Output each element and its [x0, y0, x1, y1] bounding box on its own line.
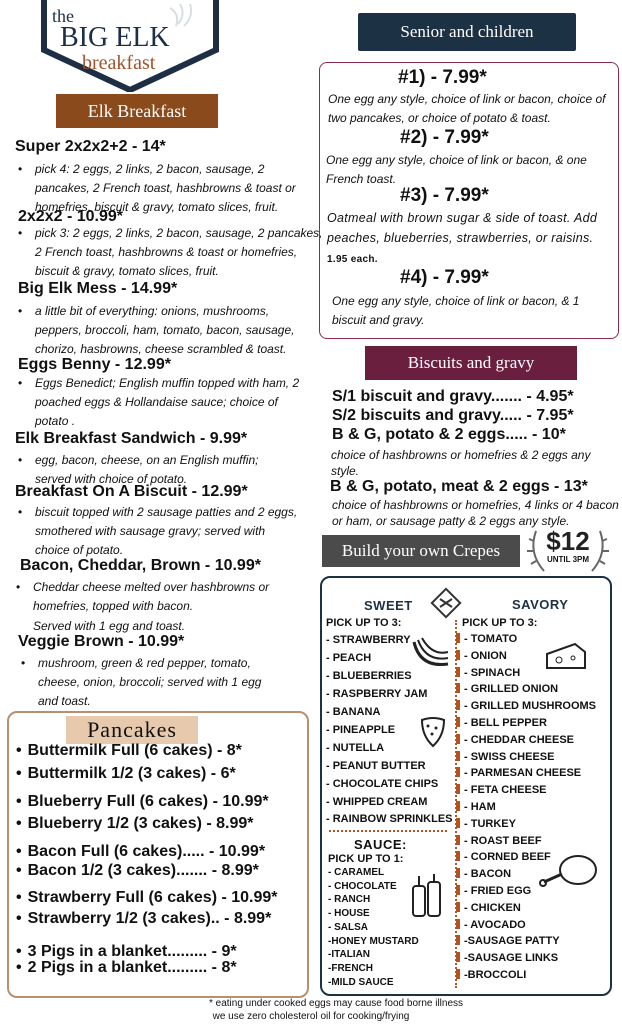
- pancake-label: Bacon 1/2 (3 cakes)....... - 8.99*: [27, 862, 259, 879]
- item-marker: [456, 650, 460, 660]
- item-marker: [456, 734, 460, 744]
- footer-disclaimer: * eating under cooked eggs may cause food borne illness: [208, 998, 464, 1009]
- biscuit-item: S/1 biscuit and gravy....... - 4.95*: [332, 388, 574, 405]
- item-title: Elk Breakfast Sandwich - 9.99*: [15, 430, 248, 447]
- item-label: - SPINACH: [464, 666, 521, 679]
- bullet: •: [16, 765, 22, 782]
- pancake-label: Buttermilk 1/2 (3 cakes) - 6*: [27, 765, 236, 782]
- item-label: - CHOCOLATE: [328, 880, 397, 892]
- item-marker: [456, 835, 460, 845]
- bullet: •: [16, 843, 22, 860]
- savory-item: [456, 969, 526, 981]
- sauce-heading: SAUCE:: [354, 837, 407, 852]
- big-elk-logo: [40, 0, 220, 92]
- item-title: Breakfast On A Biscuit - 12.99*: [15, 483, 248, 500]
- biscuit-item: B & G, potato & 2 eggs..... - 10*: [332, 426, 566, 443]
- pancake-label: Blueberry Full (6 cakes) - 10.99*: [27, 793, 269, 810]
- crepes-heading: Build your own Crepes: [322, 535, 520, 567]
- item-label: -MILD SAUCE: [328, 976, 394, 988]
- ham-leg-icon: [538, 852, 600, 890]
- banana-icon: [408, 632, 452, 676]
- item-marker: [456, 667, 460, 677]
- sweet-item: [326, 742, 384, 754]
- biscuit-item: S/2 biscuits and gravy..... - 7.95*: [332, 407, 574, 424]
- item-label: - BACON: [464, 868, 512, 881]
- sauce-item: [328, 894, 370, 905]
- item-label: - FETA CHEESE: [464, 784, 547, 797]
- sweet-pick: PICK UP TO 3:: [326, 617, 402, 629]
- item-label: -SAUSAGE LINKS: [464, 952, 559, 965]
- sweet-item: [326, 796, 427, 808]
- item-label: - STRAWBERRY: [326, 634, 411, 646]
- item-label: - ROAST BEEF: [464, 834, 542, 847]
- item-label: - AVOCADO: [464, 918, 526, 931]
- footer-oil-note: we use zero cholesterol oil for cooking/frying: [212, 1011, 410, 1022]
- item-desc: • pick 4: 2 eggs, 2 links, 2 bacon, sausage, 2 pancakes, 2 French toast, hashbrowns & toast or homefries, biscuit & gravy, tomato slices, fruit.: [18, 162, 296, 214]
- cheese-icon: [545, 642, 587, 672]
- bullet: •: [16, 815, 22, 832]
- item-marker: [456, 885, 460, 895]
- item-title: Bacon, Cheddar, Brown - 10.99*: [20, 557, 261, 574]
- item-marker: [456, 935, 460, 945]
- savory-item: [456, 919, 526, 931]
- item-desc: • pick 3: 2 eggs, 2 links, 2 bacon, sausage, 2 pancakes, 2 French toast, hashbrowns & toast or homefries, biscuit & gravy, tomato slices, fruit.: [18, 226, 323, 278]
- senior-item-title: #4) - 7.99*: [400, 267, 489, 288]
- savory-item: [456, 885, 531, 897]
- sweet-item: [326, 670, 412, 682]
- item-title: 2x2x2 - 10.99*: [18, 208, 123, 225]
- pancake-item: [16, 815, 254, 833]
- item-title: Big Elk Mess - 14.99*: [18, 280, 178, 297]
- item-label: - GRILLED ONION: [464, 683, 559, 696]
- item-label: - RANCH: [328, 894, 371, 906]
- savory-item: [456, 667, 520, 679]
- bullet: •: [16, 959, 22, 976]
- item-label: - TURKEY: [464, 817, 516, 830]
- item-title: Eggs Benny - 12.99*: [18, 356, 171, 373]
- savory-item: [456, 868, 511, 880]
- savory-item: [456, 633, 517, 645]
- item-label: - RAINBOW SPRINKLES: [326, 813, 453, 825]
- pancake-label: 2 Pigs in a blanket......... - 8*: [27, 959, 237, 976]
- pancake-label: Bacon Full (6 cakes)..... - 10.99*: [27, 843, 266, 860]
- savory-item: [456, 650, 507, 662]
- pancake-item: [16, 959, 237, 977]
- item-desc: • biscuit topped with 2 sausage patties and 2 eggs, smothered with sausage gravy; served with choice of potato.: [18, 505, 298, 557]
- sauce-item: [328, 908, 370, 919]
- item-marker: [456, 700, 460, 710]
- item-marker: [456, 818, 460, 828]
- item-label: - PEANUT BUTTER: [326, 760, 426, 772]
- item-marker: [456, 952, 460, 962]
- item-label: - CORNED BEEF: [464, 851, 551, 864]
- crepe-diamond-icon: [428, 585, 464, 621]
- senior-item-desc: One egg any style, choice of link or bacon, choice of two pancakes, or choice of potato & toast.: [328, 92, 606, 125]
- savory-item: [456, 935, 560, 947]
- savory-item: [456, 751, 554, 763]
- item-title: Veggie Brown - 10.99*: [18, 633, 185, 650]
- savory-item: [456, 851, 551, 863]
- bullet: •: [16, 943, 22, 960]
- bullet: •: [16, 910, 22, 927]
- item-label: - HOUSE: [328, 908, 370, 920]
- pancake-label: Strawberry Full (6 cakes) - 10.99*: [27, 889, 278, 906]
- senior-item-desc: Oatmeal with brown sugar & side of toast. Add peaches, blueberries, strawberries, or raisins. 1.95 each.: [327, 211, 598, 265]
- pancake-item: [16, 765, 236, 783]
- senior-item-title: #1) - 7.99*: [398, 67, 487, 88]
- item-label: - PINEAPPLE: [326, 724, 396, 736]
- item-label: - CHOCOLATE CHIPS: [326, 778, 439, 790]
- pancake-item: [16, 843, 265, 861]
- crepe-until: UNTIL 3PM: [546, 555, 590, 564]
- pancake-item: [16, 793, 269, 811]
- item-label: - CHICKEN: [464, 901, 521, 914]
- item-label: - BELL PEPPER: [464, 717, 547, 729]
- item-marker: [456, 751, 460, 761]
- item-label: - NUTELLA: [326, 742, 385, 754]
- savory-item: [456, 818, 516, 830]
- senior-item-desc: One egg any style, choice of link or bacon, & 1 biscuit and gravy.: [332, 294, 580, 327]
- item-label: -BROCCOLI: [464, 969, 527, 981]
- pancake-item: [16, 889, 278, 907]
- item-label: - FRIED EGG: [464, 885, 532, 897]
- strawberry-icon: [418, 712, 448, 748]
- sweet-item: [326, 813, 453, 825]
- item-label: - TOMATO: [464, 633, 518, 645]
- item-label: -HONEY MUSTARD: [328, 935, 419, 947]
- pancake-label: Strawberry 1/2 (3 cakes).. - 8.99*: [27, 910, 272, 927]
- sauce-pick: PICK UP TO 1:: [328, 853, 404, 865]
- pancake-item: [16, 910, 271, 928]
- item-marker: [456, 633, 460, 643]
- item-marker: [456, 919, 460, 929]
- item-label: - ONION: [464, 649, 507, 662]
- sweet-item: [326, 760, 426, 772]
- savory-item: [456, 683, 558, 695]
- sweet-heading: SWEET: [364, 598, 413, 613]
- sauce-divider: [329, 830, 447, 832]
- savory-item: [456, 835, 542, 847]
- item-marker: [456, 801, 460, 811]
- sauce-item: [328, 867, 384, 878]
- pancakes-heading: Pancakes: [66, 716, 198, 744]
- sauce-bottles-icon: [410, 872, 444, 918]
- sweet-item: [326, 634, 411, 646]
- pancake-item: [16, 742, 242, 760]
- sauce-item: [328, 949, 370, 960]
- sauce-item: [328, 881, 397, 892]
- sauce-item: [328, 922, 368, 933]
- bullet: •: [16, 889, 22, 906]
- bullet: •: [16, 862, 22, 879]
- item-label: - PARMESAN CHEESE: [464, 767, 582, 780]
- elk-breakfast-heading: Elk Breakfast: [56, 94, 218, 128]
- biscuit-item: B & G, potato, meat & 2 eggs - 13*: [330, 478, 588, 495]
- item-label: - RASPBERRY JAM: [326, 688, 428, 700]
- item-desc: • egg, bacon, cheese, on an English muffin; served with choice of potato.: [18, 453, 259, 486]
- senior-item-title: #2) - 7.99*: [400, 127, 489, 148]
- item-marker: [456, 868, 460, 878]
- savory-item: [456, 700, 596, 712]
- item-label: - BLUEBERRIES: [326, 670, 412, 682]
- senior-item-desc: One egg any style, choice of link or bacon, & one French toast.: [326, 153, 587, 186]
- biscuit-note: choice of hashbrowns or homefries & 2 eggs any style.: [331, 448, 591, 478]
- sweet-item: [326, 688, 427, 700]
- crepe-price: $12: [546, 526, 590, 556]
- senior-children-heading: Senior and children: [358, 13, 576, 51]
- item-label: - CHEDDAR CHEESE: [464, 733, 575, 746]
- item-label: - CARAMEL: [328, 867, 385, 878]
- item-label: - HAM: [464, 801, 496, 813]
- item-label: -FRENCH: [328, 962, 373, 974]
- savory-heading: SAVORY: [512, 597, 569, 612]
- item-marker: [456, 683, 460, 693]
- biscuits-gravy-heading: Biscuits and gravy: [365, 346, 577, 380]
- item-label: -ITALIAN: [328, 949, 371, 961]
- item-marker: [456, 969, 460, 979]
- item-label: - SWISS CHEESE: [464, 750, 555, 763]
- item-label: -SAUSAGE PATTY: [464, 935, 560, 948]
- sweet-item: [326, 724, 395, 736]
- item-marker: [456, 784, 460, 794]
- item-title: Super 2x2x2+2 - 14*: [15, 138, 166, 155]
- pancake-label: Buttermilk Full (6 cakes) - 8*: [27, 742, 242, 759]
- logo-breakfast: breakfast: [82, 52, 156, 74]
- sauce-item: [328, 936, 419, 947]
- item-desc: • a little bit of everything: onions, mushrooms, peppers, broccoli, ham, tomato, bacon, sausage, chorizo, hasbrowns, cheese scrambled & toast.: [18, 304, 295, 356]
- savory-item: [456, 767, 581, 779]
- sweet-item: [326, 778, 438, 790]
- pancake-label: 3 Pigs in a blanket......... - 9*: [27, 943, 237, 960]
- item-desc: • Eggs Benedict; English muffin topped with ham, 2 poached eggs & Hollandaise sauce; choice of potato .: [18, 376, 300, 428]
- sauce-item: [328, 977, 394, 988]
- sweet-item: [326, 706, 380, 718]
- item-label: - PEACH: [326, 652, 372, 664]
- item-marker: [456, 851, 460, 861]
- pancake-item: [16, 862, 259, 880]
- item-desc: • mushroom, green & red pepper, tomato, cheese, onion, broccoli; served with 1 egg and toast.: [21, 656, 262, 708]
- savory-item: [456, 952, 558, 964]
- savory-item: [456, 784, 547, 796]
- savory-item: [456, 902, 521, 914]
- biscuit-note: choice of hashbrowns or homefries, 4 links or 4 bacon or ham, or sausage patty & 2 eggs any style.: [332, 498, 619, 528]
- item-label: - GRILLED MUSHROOMS: [464, 700, 596, 713]
- savory-pick: PICK UP TO 3:: [462, 617, 538, 629]
- item-marker: [456, 767, 460, 777]
- bullet: •: [16, 793, 22, 810]
- sauce-item: [328, 963, 373, 974]
- pancake-label: Blueberry 1/2 (3 cakes) - 8.99*: [27, 815, 254, 832]
- sweet-item: [326, 652, 371, 664]
- item-label: - SALSA: [328, 921, 368, 933]
- savory-item: [456, 717, 547, 729]
- item-desc-extra: Served with 1 egg and toast.: [33, 619, 186, 633]
- item-label: - BANANA: [326, 706, 381, 718]
- crepe-price-badge: [526, 527, 610, 577]
- item-marker: [456, 902, 460, 912]
- bullet: •: [16, 742, 22, 759]
- item-label: - WHIPPED CREAM: [326, 796, 428, 808]
- item-desc: • Cheddar cheese melted over hashbrowns or homefries, topped with bacon.: [16, 580, 270, 613]
- savory-item: [456, 801, 496, 813]
- item-marker: [456, 717, 460, 727]
- logo-big-elk: BIG ELK: [60, 22, 170, 53]
- logo-the: the: [52, 6, 74, 26]
- senior-item-title: #3) - 7.99*: [400, 185, 489, 206]
- savory-item: [456, 734, 574, 746]
